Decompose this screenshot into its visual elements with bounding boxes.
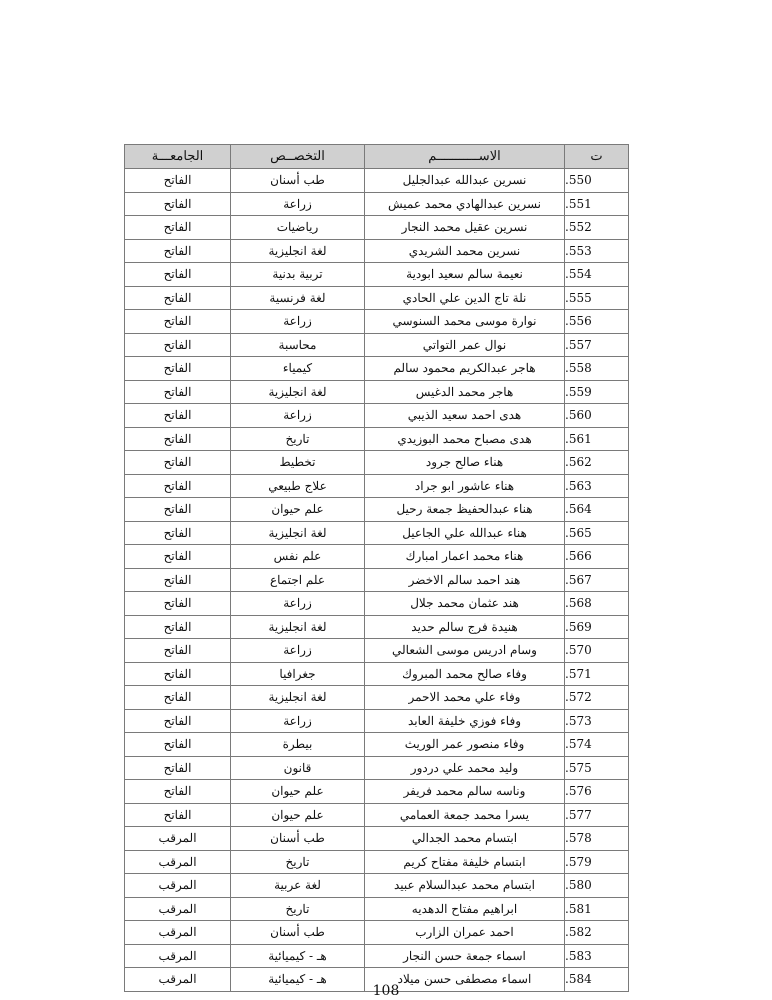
row-specialization: علم اجتماع (231, 568, 365, 592)
row-number: .576 (565, 780, 629, 804)
header-specialization: التخصــص (231, 145, 365, 169)
row-specialization: طب أسنان (231, 921, 365, 945)
row-number: .581 (565, 897, 629, 921)
row-university: الفاتح (125, 733, 231, 757)
row-specialization: قانون (231, 756, 365, 780)
row-university: الفاتح (125, 239, 231, 263)
table-row (125, 733, 629, 757)
row-specialization: علم حيوان (231, 780, 365, 804)
row-number: .550 (565, 169, 629, 193)
row-number: .564 (565, 498, 629, 522)
row-number: .568 (565, 592, 629, 616)
table-row (125, 286, 629, 310)
row-number: .582 (565, 921, 629, 945)
row-specialization: لغة انجليزية (231, 521, 365, 545)
row-university: الفاتح (125, 662, 231, 686)
row-number: .554 (565, 263, 629, 287)
row-specialization: تاريخ (231, 897, 365, 921)
row-specialization: تاريخ (231, 850, 365, 874)
row-university: الفاتح (125, 686, 231, 710)
table-row (125, 639, 629, 663)
row-university: الفاتح (125, 780, 231, 804)
table-row (125, 498, 629, 522)
header-university: الجامعـــة (125, 145, 231, 169)
table-row (125, 897, 629, 921)
row-university: المرقب (125, 968, 231, 992)
row-university: المرقب (125, 897, 231, 921)
row-number: .583 (565, 944, 629, 968)
table-row (125, 921, 629, 945)
row-number: .584 (565, 968, 629, 992)
row-specialization: لغة فرنسية (231, 286, 365, 310)
row-number: .562 (565, 451, 629, 475)
row-number: .571 (565, 662, 629, 686)
row-specialization: زراعة (231, 709, 365, 733)
row-specialization: زراعة (231, 639, 365, 663)
row-name: هند عثمان محمد جلال (365, 592, 565, 616)
row-name: نسرين عقيل محمد النجار (365, 216, 565, 240)
row-number: .573 (565, 709, 629, 733)
row-specialization: تربية بدنية (231, 263, 365, 287)
row-name: اسماء جمعة حسن النجار (365, 944, 565, 968)
row-number: .561 (565, 427, 629, 451)
row-name: هناء عاشور ابو جراد (365, 474, 565, 498)
row-university: الفاتح (125, 756, 231, 780)
row-university: الفاتح (125, 521, 231, 545)
row-name: هدى مصباح محمد البوزيدي (365, 427, 565, 451)
row-name: هند احمد سالم الاخضر (365, 568, 565, 592)
row-university: الفاتح (125, 639, 231, 663)
row-specialization: لغة انجليزية (231, 686, 365, 710)
table-row (125, 780, 629, 804)
row-specialization: علاج طبيعي (231, 474, 365, 498)
row-name: ابتسام خليفة مفتاح كريم (365, 850, 565, 874)
row-name: نعيمة سالم سعيد ابودية (365, 263, 565, 287)
row-name: نسرين محمد الشريدي (365, 239, 565, 263)
row-name: نوارة موسى محمد السنوسي (365, 310, 565, 334)
row-number: .580 (565, 874, 629, 898)
row-university: المرقب (125, 944, 231, 968)
row-university: الفاتح (125, 192, 231, 216)
table-row (125, 216, 629, 240)
row-specialization: لغة انجليزية (231, 239, 365, 263)
row-university: الفاتح (125, 568, 231, 592)
row-number: .575 (565, 756, 629, 780)
table-row (125, 239, 629, 263)
row-specialization: جغرافيا (231, 662, 365, 686)
table-row (125, 192, 629, 216)
row-university: الفاتح (125, 286, 231, 310)
row-specialization: زراعة (231, 592, 365, 616)
row-specialization: علم حيوان (231, 803, 365, 827)
row-specialization: علم نفس (231, 545, 365, 569)
row-university: الفاتح (125, 474, 231, 498)
student-table (124, 144, 629, 992)
row-name: وسام ادريس موسى الشعالي (365, 639, 565, 663)
row-specialization: محاسبة (231, 333, 365, 357)
table-body (125, 169, 629, 992)
row-university: الفاتح (125, 427, 231, 451)
row-name: هاجر عبدالكريم محمود سالم (365, 357, 565, 381)
table-row (125, 803, 629, 827)
table-row (125, 451, 629, 475)
page-number: 108 (372, 983, 400, 999)
row-name: يسرا محمد جمعة العمامي (365, 803, 565, 827)
table-row (125, 380, 629, 404)
table-row (125, 662, 629, 686)
row-university: الفاتح (125, 380, 231, 404)
row-specialization: زراعة (231, 310, 365, 334)
row-specialization: زراعة (231, 192, 365, 216)
table-row (125, 874, 629, 898)
row-name: هناء محمد اعمار امبارك (365, 545, 565, 569)
row-number: .570 (565, 639, 629, 663)
row-university: الفاتح (125, 615, 231, 639)
row-name: وفاء منصور عمر الوريث (365, 733, 565, 757)
row-number: .565 (565, 521, 629, 545)
row-university: الفاتح (125, 357, 231, 381)
table-row (125, 592, 629, 616)
row-university: المرقب (125, 921, 231, 945)
row-name: وناسه سالم محمد فريفر (365, 780, 565, 804)
row-number: .558 (565, 357, 629, 381)
row-number: .572 (565, 686, 629, 710)
table-row (125, 169, 629, 193)
row-number: .574 (565, 733, 629, 757)
row-university: الفاتح (125, 216, 231, 240)
row-university: الفاتح (125, 498, 231, 522)
row-specialization: تخطيط (231, 451, 365, 475)
table-row (125, 427, 629, 451)
row-university: الفاتح (125, 169, 231, 193)
row-specialization: لغة انجليزية (231, 615, 365, 639)
row-specialization: طب أسنان (231, 827, 365, 851)
row-number: .557 (565, 333, 629, 357)
row-specialization: هـ - كيميائية (231, 944, 365, 968)
row-specialization: لغة عربية (231, 874, 365, 898)
table-header (125, 145, 629, 169)
row-name: نسرين عبدالله عبدالجليل (365, 169, 565, 193)
table-row (125, 827, 629, 851)
row-name: وفاء صالح محمد المبروك (365, 662, 565, 686)
row-name: نلة تاج الدين علي الحادي (365, 286, 565, 310)
row-name: ابتسام محمد عبدالسلام عبيد (365, 874, 565, 898)
table-row (125, 263, 629, 287)
row-specialization: زراعة (231, 404, 365, 428)
table-row (125, 944, 629, 968)
row-university: المرقب (125, 874, 231, 898)
row-specialization: علم حيوان (231, 498, 365, 522)
row-name: وليد محمد علي دردور (365, 756, 565, 780)
row-name: هناء صالح جرود (365, 451, 565, 475)
table-row (125, 686, 629, 710)
row-specialization: طب أسنان (231, 169, 365, 193)
row-number: .556 (565, 310, 629, 334)
table-row (125, 756, 629, 780)
row-name: نوال عمر التواتي (365, 333, 565, 357)
row-university: الفاتح (125, 263, 231, 287)
row-specialization: لغة انجليزية (231, 380, 365, 404)
row-name: هدى احمد سعيد الذيبي (365, 404, 565, 428)
row-number: .566 (565, 545, 629, 569)
table-row (125, 333, 629, 357)
row-university: الفاتح (125, 709, 231, 733)
row-name: ابراهيم مفتاح الدهديه (365, 897, 565, 921)
row-number: .553 (565, 239, 629, 263)
row-name: اسماء مصطفى حسن ميلاد (365, 968, 565, 992)
row-number: .555 (565, 286, 629, 310)
row-name: وفاء فوزي خليفة العابد (365, 709, 565, 733)
row-specialization: كيمياء (231, 357, 365, 381)
row-university: الفاتح (125, 451, 231, 475)
table-row (125, 545, 629, 569)
table-row (125, 310, 629, 334)
row-name: وفاء علي محمد الاحمر (365, 686, 565, 710)
table-row (125, 568, 629, 592)
table-row (125, 615, 629, 639)
row-name: هناء عبدالله علي الجاعيل (365, 521, 565, 545)
row-specialization: رياضيات (231, 216, 365, 240)
row-number: .552 (565, 216, 629, 240)
row-university: المرقب (125, 850, 231, 874)
row-specialization: تاريخ (231, 427, 365, 451)
row-number: .579 (565, 850, 629, 874)
row-name: احمد عمران الزارب (365, 921, 565, 945)
row-university: الفاتح (125, 404, 231, 428)
header-row (125, 145, 629, 169)
row-number: .577 (565, 803, 629, 827)
row-name: هاجر محمد الدغيس (365, 380, 565, 404)
row-number: .578 (565, 827, 629, 851)
table-row (125, 357, 629, 381)
row-name: هناء عبدالحفيظ جمعة رحيل (365, 498, 565, 522)
row-number: .559 (565, 380, 629, 404)
row-number: .563 (565, 474, 629, 498)
row-university: المرقب (125, 827, 231, 851)
header-name: الاســـــــــــم (365, 145, 565, 169)
table-row (125, 850, 629, 874)
row-number: .567 (565, 568, 629, 592)
row-number: .560 (565, 404, 629, 428)
table-row (125, 709, 629, 733)
table-row (125, 474, 629, 498)
header-number: ت (565, 145, 629, 169)
row-university: الفاتح (125, 592, 231, 616)
row-university: الفاتح (125, 333, 231, 357)
row-university: الفاتح (125, 545, 231, 569)
row-university: الفاتح (125, 803, 231, 827)
row-number: .551 (565, 192, 629, 216)
row-name: نسرين عبدالهادي محمد عميش (365, 192, 565, 216)
row-name: ابتسام محمد الجدالي (365, 827, 565, 851)
row-university: الفاتح (125, 310, 231, 334)
row-name: هنيدة فرج سالم حديد (365, 615, 565, 639)
table-row (125, 404, 629, 428)
row-specialization: هـ - كيميائية (231, 968, 365, 992)
table-row (125, 521, 629, 545)
row-specialization: بيطرة (231, 733, 365, 757)
row-number: .569 (565, 615, 629, 639)
